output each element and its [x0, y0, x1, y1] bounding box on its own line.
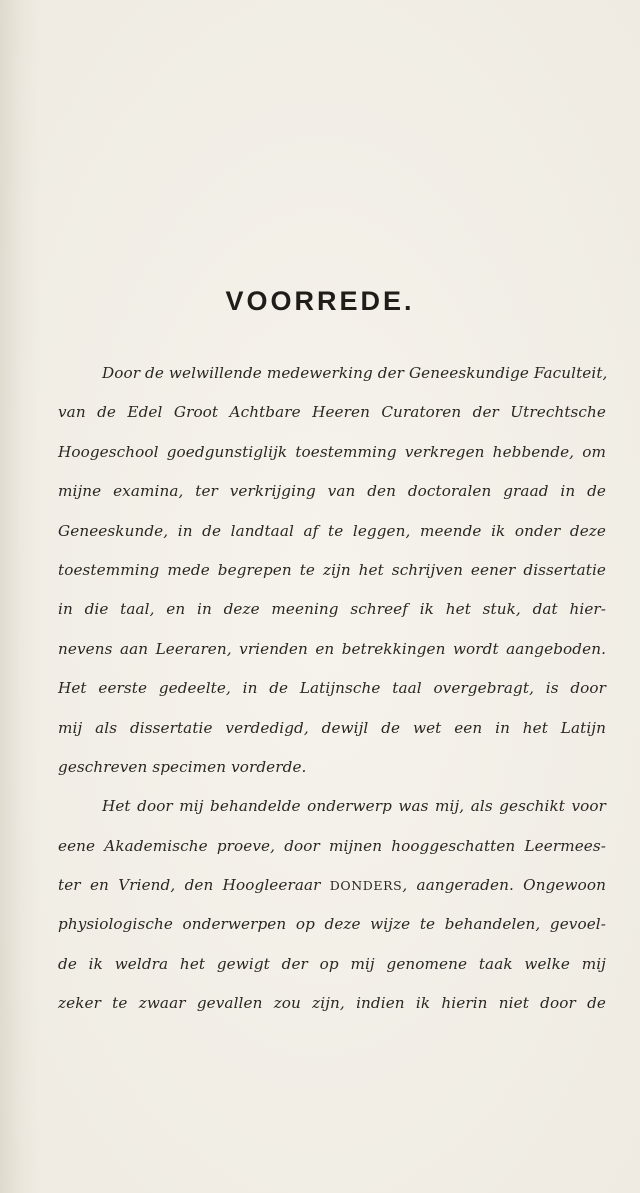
name-small-caps: DONDERS	[329, 878, 403, 894]
text-line: geschreven specimen vorderde.	[58, 757, 307, 776]
text-line: van de Edel Groot Achtbare Heeren Curatoren der Utrechtsche	[58, 403, 606, 422]
text-line: in die taal, en in deze meening schreef ik het stuk, dat hier-	[58, 600, 606, 619]
text-line: mij als dissertatie verdedigd, dewijl de wet een in het Latijn	[58, 718, 606, 737]
text-line: Het eerste gedeelte, in de Latijnsche taal overgebragt, is door	[58, 679, 606, 698]
text-line: mijne examina, ter verkrijging van den doctoralen graad in de	[58, 482, 606, 501]
text-line: Door de welwillende medewerking der Geneeskundige Faculteit,	[102, 364, 608, 382]
text-line: Het door mij behandelde onderwerp was mij, als geschikt voor	[102, 797, 606, 816]
text-line: physiologische onderwerpen op deze wijze te behandelen, gevoel-	[58, 915, 606, 934]
page-heading: VOORREDE.	[225, 286, 415, 316]
text-line: Hoogeschool goedgunstiglijk toestemming verkregen hebbende, om	[58, 442, 606, 461]
text-line: toestemming mede begrepen te zijn het schrijven eener dissertatie	[58, 560, 606, 579]
text-line: nevens aan Leeraren, vrienden en betrekkingen wordt aangeboden.	[58, 639, 606, 658]
text-line: ter en Vriend, den Hoogleeraar DONDERS, aangeraden. Ongewoon	[58, 876, 606, 895]
text-line: eene Akademische proeve, door mijnen hooggeschatten Leermees-	[58, 836, 606, 855]
text-line: Geneeskunde, in de landtaal af te leggen, meende ik onder deze	[58, 521, 606, 540]
text-line: de ik weldra het gewigt der op mij genomene taak welke mij	[58, 954, 606, 973]
body-text	[58, 354, 606, 1024]
text-line: zeker te zwaar gevallen zou zijn, indien ik hierin niet door de	[58, 994, 606, 1013]
